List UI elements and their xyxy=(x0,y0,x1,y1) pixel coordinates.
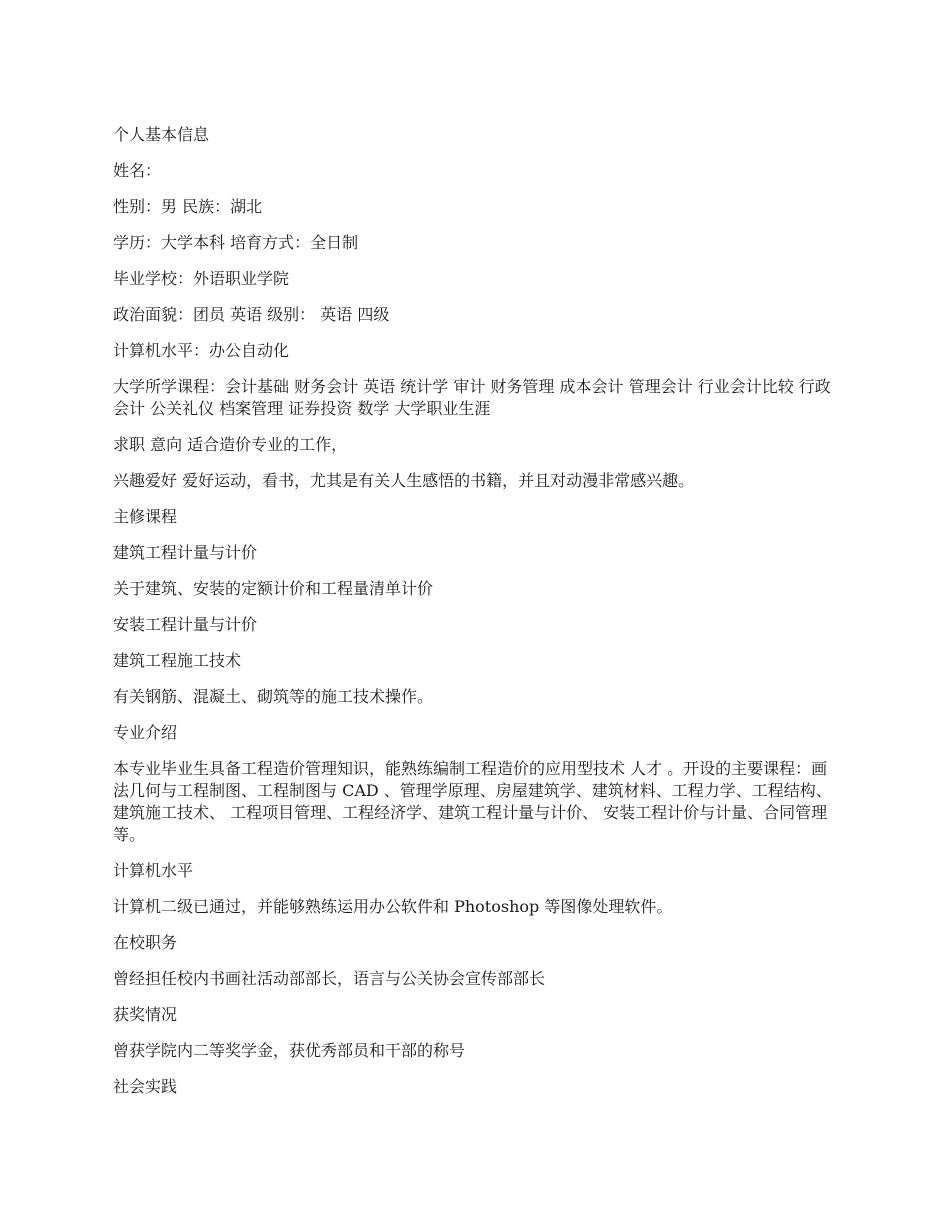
section-heading-major-intro: 专业介绍 xyxy=(113,723,178,742)
course-construction-tech-desc: 有关钢筋、混凝土、砌筑等的施工技术操作。 xyxy=(113,687,434,706)
section-heading-school-position: 在校职务 xyxy=(113,933,178,952)
field-job-intention: 求职 意向 适合造价专业的工作， xyxy=(113,435,348,454)
field-courses: 大学所学课程：会计基础 财务会计 英语 统计学 审计 财务管理 成本会计 管理会计 行业会计比较 行政会计 公关礼仪 档案管理 证券投资 数学 大学职业生涯 xyxy=(113,377,831,418)
course-installation-pricing: 安装工程计量与计价 xyxy=(113,615,258,634)
field-political-english: 政治面貌：团员 英语 级别： 英语 四级 xyxy=(113,305,390,324)
field-school: 毕业学校：外语职业学院 xyxy=(113,269,290,288)
field-hobbies: 兴趣爱好 爱好运动，看书，尤其是有关人生感悟的书籍，并且对动漫非常感兴趣。 xyxy=(113,471,695,490)
school-position-text: 曾经担任校内书画社活动部部长，语言与公关协会宣传部部长 xyxy=(113,969,546,988)
section-heading-personal-info: 个人基本信息 xyxy=(113,125,210,144)
course-building-pricing-desc: 关于建筑、安装的定额计价和工程量清单计价 xyxy=(113,579,434,598)
awards-text: 曾获学院内二等奖学金，获优秀部员和干部的称号 xyxy=(113,1041,466,1060)
section-heading-awards: 获奖情况 xyxy=(113,1005,178,1024)
document-page xyxy=(113,124,838,1112)
field-gender-ethnicity: 性别：男 民族：湖北 xyxy=(113,197,263,216)
major-intro-text: 本专业毕业生具备工程造价管理知识，能熟练编制工程造价的应用型技术 人才 。开设的主要课程：画法几何与工程制图、工程制图与 CAD 、管理学原理、房屋建筑学、建筑材料、工程力学、工程结构、建筑施工技术、 工程项目管理、工程经济学、建筑工程计量与计价、 安装工程计价与计量、合同管理等。 xyxy=(113,759,832,844)
section-heading-major-courses: 主修课程 xyxy=(113,507,178,526)
field-education: 学历：大学本科 培育方式：全日制 xyxy=(113,233,359,252)
section-heading-computer: 计算机水平 xyxy=(113,861,194,880)
course-construction-tech: 建筑工程施工技术 xyxy=(113,651,242,670)
field-name: 姓名： xyxy=(113,161,162,180)
field-computer-level: 计算机水平：办公自动化 xyxy=(113,341,290,360)
section-heading-social-practice: 社会实践 xyxy=(113,1077,178,1096)
computer-skill-text: 计算机二级已通过，并能够熟练运用办公软件和 Photoshop 等图像处理软件。 xyxy=(113,897,673,916)
course-building-pricing: 建筑工程计量与计价 xyxy=(113,543,258,562)
